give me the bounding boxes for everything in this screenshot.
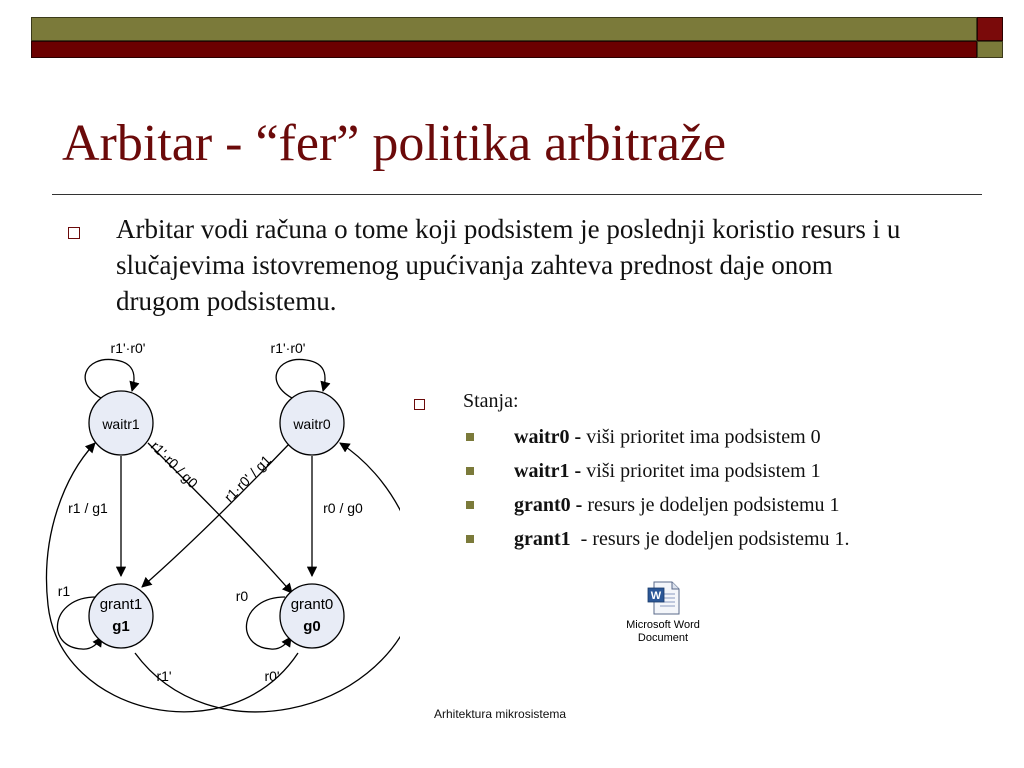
label-grant1-to-waitr0: r1' (156, 668, 172, 684)
node-grant0-label: grant0 (290, 596, 334, 613)
state-description: - resurs je dodeljen podsistemu 1. (570, 528, 850, 550)
label-grant0-to-waitr1: r0' (264, 668, 280, 684)
header-band-olive (31, 17, 977, 41)
list-item (466, 493, 850, 527)
bullet-square-icon (414, 399, 425, 410)
main-bullet-text: Arbitar vodi računa o tome koji podsistem je poslednji koristio resurs i u slučajevima istovremenog upućivanja zahteva prednost daje onom drugom podsistemu. (116, 214, 901, 316)
state-description: resurs je dodeljen podsistemu 1 (582, 494, 840, 516)
node-waitr1-label: waitr1 (102, 416, 140, 432)
node-grant1-output: g1 (112, 618, 130, 635)
label-waitr0-self: r1'·r0' (270, 340, 306, 356)
embedded-document-caption[interactable] (608, 619, 718, 645)
caption-line-2: Document (637, 632, 689, 644)
state-name: grant0 - (514, 494, 583, 516)
slide-title: Arbitar - “fer” politika arbitraže (62, 115, 727, 172)
title-divider (52, 194, 982, 195)
word-document-icon[interactable] (646, 580, 682, 616)
bullet-square-icon (68, 227, 80, 239)
caption-line-1: Microsoft Word (626, 619, 700, 631)
list-item (466, 425, 850, 459)
state-name: waitr1 - (514, 460, 582, 482)
square-bullet-icon (466, 535, 474, 543)
square-bullet-icon (466, 467, 474, 475)
square-bullet-icon (466, 501, 474, 509)
node-waitr1 (89, 391, 153, 455)
word-icon-letter: W (650, 590, 662, 602)
states-label: Stanja: (463, 390, 519, 412)
edge-grant0-to-waitr1 (46, 443, 298, 712)
header-corner-square-olive (977, 41, 1003, 58)
state-description: viši prioritet ima podsistem 0 (581, 426, 821, 448)
list-item (466, 527, 850, 561)
node-waitr0-label: waitr0 (293, 416, 331, 432)
label-grant0-self: r0 (235, 588, 249, 604)
square-bullet-icon (466, 433, 474, 441)
node-grant0-output: g0 (303, 618, 321, 635)
slide-footer: Arhitektura mikrosistema (434, 707, 567, 721)
list-item (466, 459, 850, 493)
state-name: grant1 (514, 528, 571, 550)
node-grant0 (280, 584, 344, 648)
state-description: viši prioritet ima podsistem 1 (581, 460, 821, 482)
label-waitr0-to-grant0: r0 / g0 (323, 500, 363, 516)
states-list (466, 425, 850, 561)
state-name: waitr0 - (514, 426, 582, 448)
node-grant1-label: grant1 (99, 596, 143, 613)
header-band-dark (31, 41, 977, 58)
label-grant1-self: r1 (57, 583, 71, 599)
header-corner-square-red (977, 17, 1003, 41)
label-waitr1-to-grant0: r1'·r0 / g0 (147, 437, 202, 492)
state-diagram (40, 335, 400, 745)
label-waitr1-to-grant1: r1 / g1 (68, 500, 108, 516)
label-waitr1-self: r1'·r0' (110, 340, 146, 356)
node-grant1 (89, 584, 153, 648)
label-waitr0-to-grant1: r1·r0' / g1 (220, 451, 275, 506)
node-waitr0 (280, 391, 344, 455)
